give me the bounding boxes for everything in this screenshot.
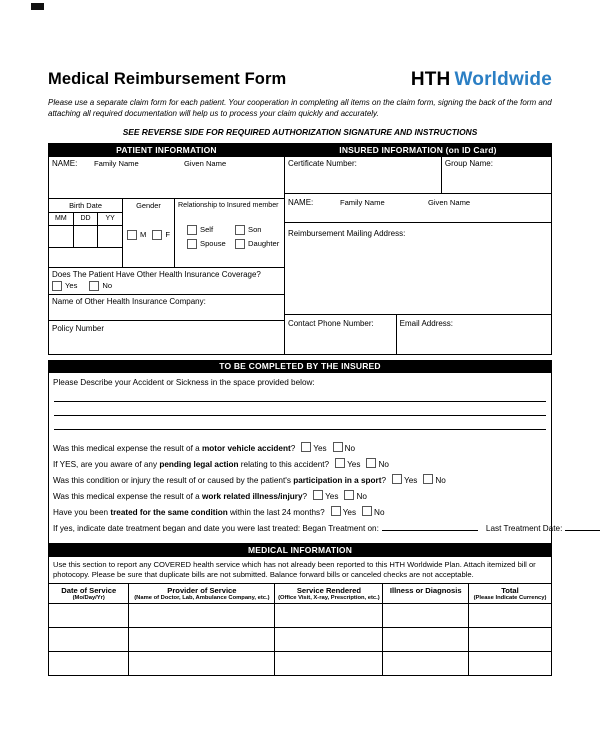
q5-yes-checkbox[interactable] bbox=[331, 506, 341, 516]
medical-table-cell[interactable] bbox=[468, 627, 551, 651]
gender-label: Gender bbox=[136, 200, 161, 210]
certificate-group-row bbox=[285, 157, 551, 194]
no-label: No bbox=[435, 475, 446, 485]
birth-date-boxes bbox=[49, 226, 122, 248]
group-name-label: Group Name: bbox=[444, 158, 493, 168]
question-text: ? bbox=[381, 475, 387, 485]
logo-worldwide-text: Worldwide bbox=[454, 69, 552, 90]
question-bold-text: work related illness/injury bbox=[201, 491, 303, 501]
hth-worldwide-logo bbox=[411, 70, 552, 89]
mailing-address-field[interactable] bbox=[285, 223, 551, 315]
medical-table-cell[interactable] bbox=[383, 627, 469, 651]
relationship-spouse-checkbox[interactable] bbox=[187, 239, 197, 249]
medical-table-cell[interactable] bbox=[383, 603, 469, 627]
description-writing-line-1[interactable] bbox=[54, 388, 546, 402]
medical-table-cell[interactable] bbox=[275, 627, 383, 651]
birth-gender-relationship-block bbox=[49, 199, 284, 268]
column-title: Service Rendered bbox=[296, 585, 361, 595]
last-treatment-date-blank[interactable] bbox=[565, 522, 600, 531]
relationship-block bbox=[175, 199, 284, 267]
yes-label: Yes bbox=[325, 491, 339, 501]
question-text: Was this medical expense the result of a bbox=[53, 491, 202, 501]
column-title: Provider of Service bbox=[167, 585, 237, 595]
patient-family-name-label: Family Name bbox=[94, 158, 139, 168]
birth-dd-box[interactable] bbox=[74, 226, 99, 247]
relationship-son-checkbox[interactable] bbox=[235, 225, 245, 235]
question-work-related-row bbox=[53, 489, 547, 505]
question-text: relating to this accident? bbox=[238, 459, 330, 469]
insured-family-name-label: Family Name bbox=[339, 197, 385, 207]
son-label: Son bbox=[248, 225, 262, 235]
question-text: Was this medical expense the result of a bbox=[53, 443, 202, 453]
mm-label: MM bbox=[49, 213, 74, 225]
relationship-checkboxes bbox=[175, 215, 284, 249]
patient-name-label: NAME: bbox=[52, 158, 78, 168]
birth-date-block bbox=[49, 199, 123, 267]
intro-paragraph: Please use a separate claim form for each patient. Your cooperation in completing all items on the claim form, signing the back of the form and attaching all required documentation will help us to process your claim quickly and accurately. bbox=[48, 98, 552, 118]
yes-label: Yes bbox=[347, 459, 361, 469]
description-writing-line-3[interactable] bbox=[54, 416, 546, 430]
page-title: Medical Reimbursement Form bbox=[48, 70, 287, 88]
coverage-yes-checkbox[interactable] bbox=[52, 281, 62, 291]
medical-table-row bbox=[49, 603, 552, 627]
birth-mm-box[interactable] bbox=[49, 226, 74, 247]
spouse-label: Spouse bbox=[200, 239, 226, 249]
email-address-field[interactable] bbox=[397, 315, 551, 354]
no-label: No bbox=[374, 507, 385, 517]
question-text: within the last 24 months? bbox=[227, 507, 325, 517]
column-subtitle: (Mo/Day/Yr) bbox=[72, 594, 105, 601]
medical-table-header-row bbox=[49, 583, 552, 603]
dd-label: DD bbox=[74, 213, 99, 225]
question-bold-text: treated for the same condition bbox=[110, 507, 228, 517]
no-label: No bbox=[378, 459, 389, 469]
q1-no-checkbox[interactable] bbox=[333, 442, 343, 452]
question-same-condition-row bbox=[53, 505, 547, 521]
mailing-address-label: Reimbursement Mailing Address: bbox=[287, 228, 406, 238]
col-header-date-of-service bbox=[49, 583, 129, 603]
began-treatment-date-blank[interactable] bbox=[382, 522, 478, 531]
contact-phone-label: Contact Phone Number: bbox=[287, 318, 374, 328]
policy-number-field[interactable] bbox=[49, 321, 284, 354]
certificate-number-label: Certificate Number: bbox=[287, 158, 357, 168]
other-insurance-company-field[interactable] bbox=[49, 295, 284, 321]
column-subtitle: (Office Visit, X-ray, Prescription, etc.) bbox=[278, 594, 380, 601]
q3-yes-checkbox[interactable] bbox=[392, 474, 402, 484]
q3-no-checkbox[interactable] bbox=[423, 474, 433, 484]
q2-no-checkbox[interactable] bbox=[366, 458, 376, 468]
insured-questions bbox=[53, 441, 563, 537]
insured-name-field[interactable] bbox=[285, 194, 551, 223]
col-header-illness-or-diagnosis bbox=[383, 583, 469, 603]
patient-information-header: PATIENT INFORMATION bbox=[49, 144, 284, 157]
contact-phone-field[interactable] bbox=[285, 315, 397, 354]
medical-table-cell[interactable] bbox=[275, 603, 383, 627]
top-form-grid bbox=[48, 143, 552, 355]
daughter-label: Daughter bbox=[248, 239, 280, 249]
patient-name-field[interactable] bbox=[49, 157, 284, 199]
question-motor-vehicle-row bbox=[53, 441, 547, 457]
question-text: Was this condition or injury the result of or caused by the patient's bbox=[53, 475, 294, 485]
treatment-dates-text: If yes, indicate date treatment began and date you were last treated: Began Treatment on: bbox=[53, 523, 379, 533]
col-header-service-rendered bbox=[275, 583, 383, 603]
email-address-label: Email Address: bbox=[399, 318, 454, 328]
medical-table-row bbox=[49, 651, 552, 675]
insured-information-header: INSURED INFORMATION (on ID Card) bbox=[285, 144, 551, 157]
birth-yy-box[interactable] bbox=[98, 226, 122, 247]
patient-given-name-label: Given Name bbox=[184, 158, 227, 168]
gender-block bbox=[123, 199, 175, 267]
column-title: Date of Service bbox=[61, 585, 117, 595]
question-text: Have you been bbox=[53, 507, 111, 517]
column-subtitle: (Please Indicate Currency) bbox=[473, 594, 547, 601]
no-label: No bbox=[344, 443, 356, 453]
other-coverage-question: Does The Patient Have Other Health Insurance Coverage? bbox=[52, 269, 261, 279]
medical-table-cell[interactable] bbox=[129, 651, 275, 675]
medical-table-cell[interactable] bbox=[49, 603, 129, 627]
relationship-self-checkbox[interactable] bbox=[187, 225, 197, 235]
reverse-side-note: SEE REVERSE SIDE FOR REQUIRED AUTHORIZATION SIGNATURE AND INSTRUCTIONS bbox=[122, 126, 478, 137]
other-insurance-company-label: Name of Other Health Insurance Company: bbox=[52, 296, 206, 306]
patient-information-column bbox=[49, 144, 285, 354]
gender-male-checkbox[interactable] bbox=[127, 230, 137, 240]
gender-female-checkbox[interactable] bbox=[152, 230, 162, 240]
other-coverage-checkboxes bbox=[52, 281, 281, 291]
question-text: ? bbox=[302, 491, 308, 501]
self-label: Self bbox=[200, 225, 214, 235]
logo-hth-text: HTH bbox=[410, 69, 451, 90]
birth-date-label: Birth Date bbox=[49, 199, 122, 213]
yes-label: Yes bbox=[65, 281, 78, 291]
completed-by-insured-section bbox=[48, 373, 563, 544]
gender-checkboxes bbox=[123, 230, 174, 240]
group-name-field[interactable] bbox=[442, 157, 551, 193]
medical-table-cell[interactable] bbox=[275, 651, 383, 675]
form-header bbox=[48, 70, 552, 89]
q1-yes-checkbox[interactable] bbox=[301, 442, 311, 452]
column-title: Illness or Diagnosis bbox=[389, 585, 462, 595]
medical-table-cell[interactable] bbox=[129, 603, 275, 627]
question-legal-action-row bbox=[53, 457, 547, 473]
column-subtitle: (Name of Doctor, Lab, Ambulance Company, etc.) bbox=[134, 594, 270, 601]
column-title: Total bbox=[501, 585, 519, 595]
question-sport-row bbox=[53, 473, 547, 489]
phone-email-row bbox=[285, 315, 551, 354]
medical-table-cell[interactable] bbox=[49, 627, 129, 651]
policy-number-label: Policy Number bbox=[52, 323, 105, 333]
no-label: No bbox=[356, 491, 367, 501]
q4-yes-checkbox[interactable] bbox=[313, 490, 323, 500]
q5-no-checkbox[interactable] bbox=[362, 506, 372, 516]
medical-table-cell[interactable] bbox=[49, 651, 129, 675]
question-bold-text: motor vehicle accident bbox=[201, 443, 291, 453]
yy-label: YY bbox=[105, 214, 115, 222]
col-header-total bbox=[468, 583, 551, 603]
yes-label: Yes bbox=[313, 443, 327, 453]
insured-information-column bbox=[285, 144, 551, 354]
question-bold-text: participation in a sport bbox=[293, 475, 382, 485]
insured-given-name-label: Given Name bbox=[427, 197, 471, 207]
medical-table-cell[interactable] bbox=[468, 651, 551, 675]
q2-yes-checkbox[interactable] bbox=[335, 458, 345, 468]
medical-table-cell[interactable] bbox=[468, 603, 551, 627]
question-bold-text: pending legal action bbox=[159, 459, 239, 469]
describe-accident-label: Please Describe your Accident or Sickness in the space provided below: bbox=[53, 377, 315, 387]
q4-no-checkbox[interactable] bbox=[344, 490, 354, 500]
female-label: F bbox=[165, 230, 170, 240]
insured-name-label: NAME: bbox=[287, 197, 314, 207]
question-text: If YES, are you aware of any bbox=[53, 459, 160, 469]
treatment-dates-row bbox=[53, 521, 563, 537]
other-coverage-block bbox=[49, 268, 284, 295]
no-label: No bbox=[102, 281, 113, 291]
medical-table-cell[interactable] bbox=[383, 651, 469, 675]
certificate-number-field[interactable] bbox=[285, 157, 442, 193]
medical-instructions: Use this section to report any COVERED health service which has not already been reported to this HTH Worldwide Plan. Attach itemized bill or photocopy. Please be sure that duplicate bills are not submitted. Balance forward bills or canceled checks are not acceptable. bbox=[48, 557, 552, 584]
birth-date-subheaders bbox=[49, 213, 122, 226]
relationship-label: Relationship to Insured member bbox=[178, 200, 279, 209]
question-text: ? bbox=[290, 443, 296, 453]
medical-information-header: MEDICAL INFORMATION bbox=[48, 544, 552, 557]
yes-label: Yes bbox=[342, 507, 357, 517]
col-header-provider-of-service bbox=[129, 583, 275, 603]
relationship-daughter-checkbox[interactable] bbox=[235, 239, 245, 249]
yes-label: Yes bbox=[404, 475, 418, 485]
medical-table-cell[interactable] bbox=[129, 627, 275, 651]
male-label: M bbox=[140, 230, 147, 240]
last-treatment-date-label: Last Treatment Date: bbox=[485, 523, 563, 533]
medical-table-row bbox=[49, 627, 552, 651]
completed-by-insured-header: TO BE COMPLETED BY THE INSURED bbox=[48, 360, 552, 373]
medical-services-table bbox=[48, 583, 552, 676]
coverage-no-checkbox[interactable] bbox=[89, 281, 99, 291]
scan-artifact-mark bbox=[31, 3, 44, 10]
description-writing-line-2[interactable] bbox=[54, 402, 546, 416]
